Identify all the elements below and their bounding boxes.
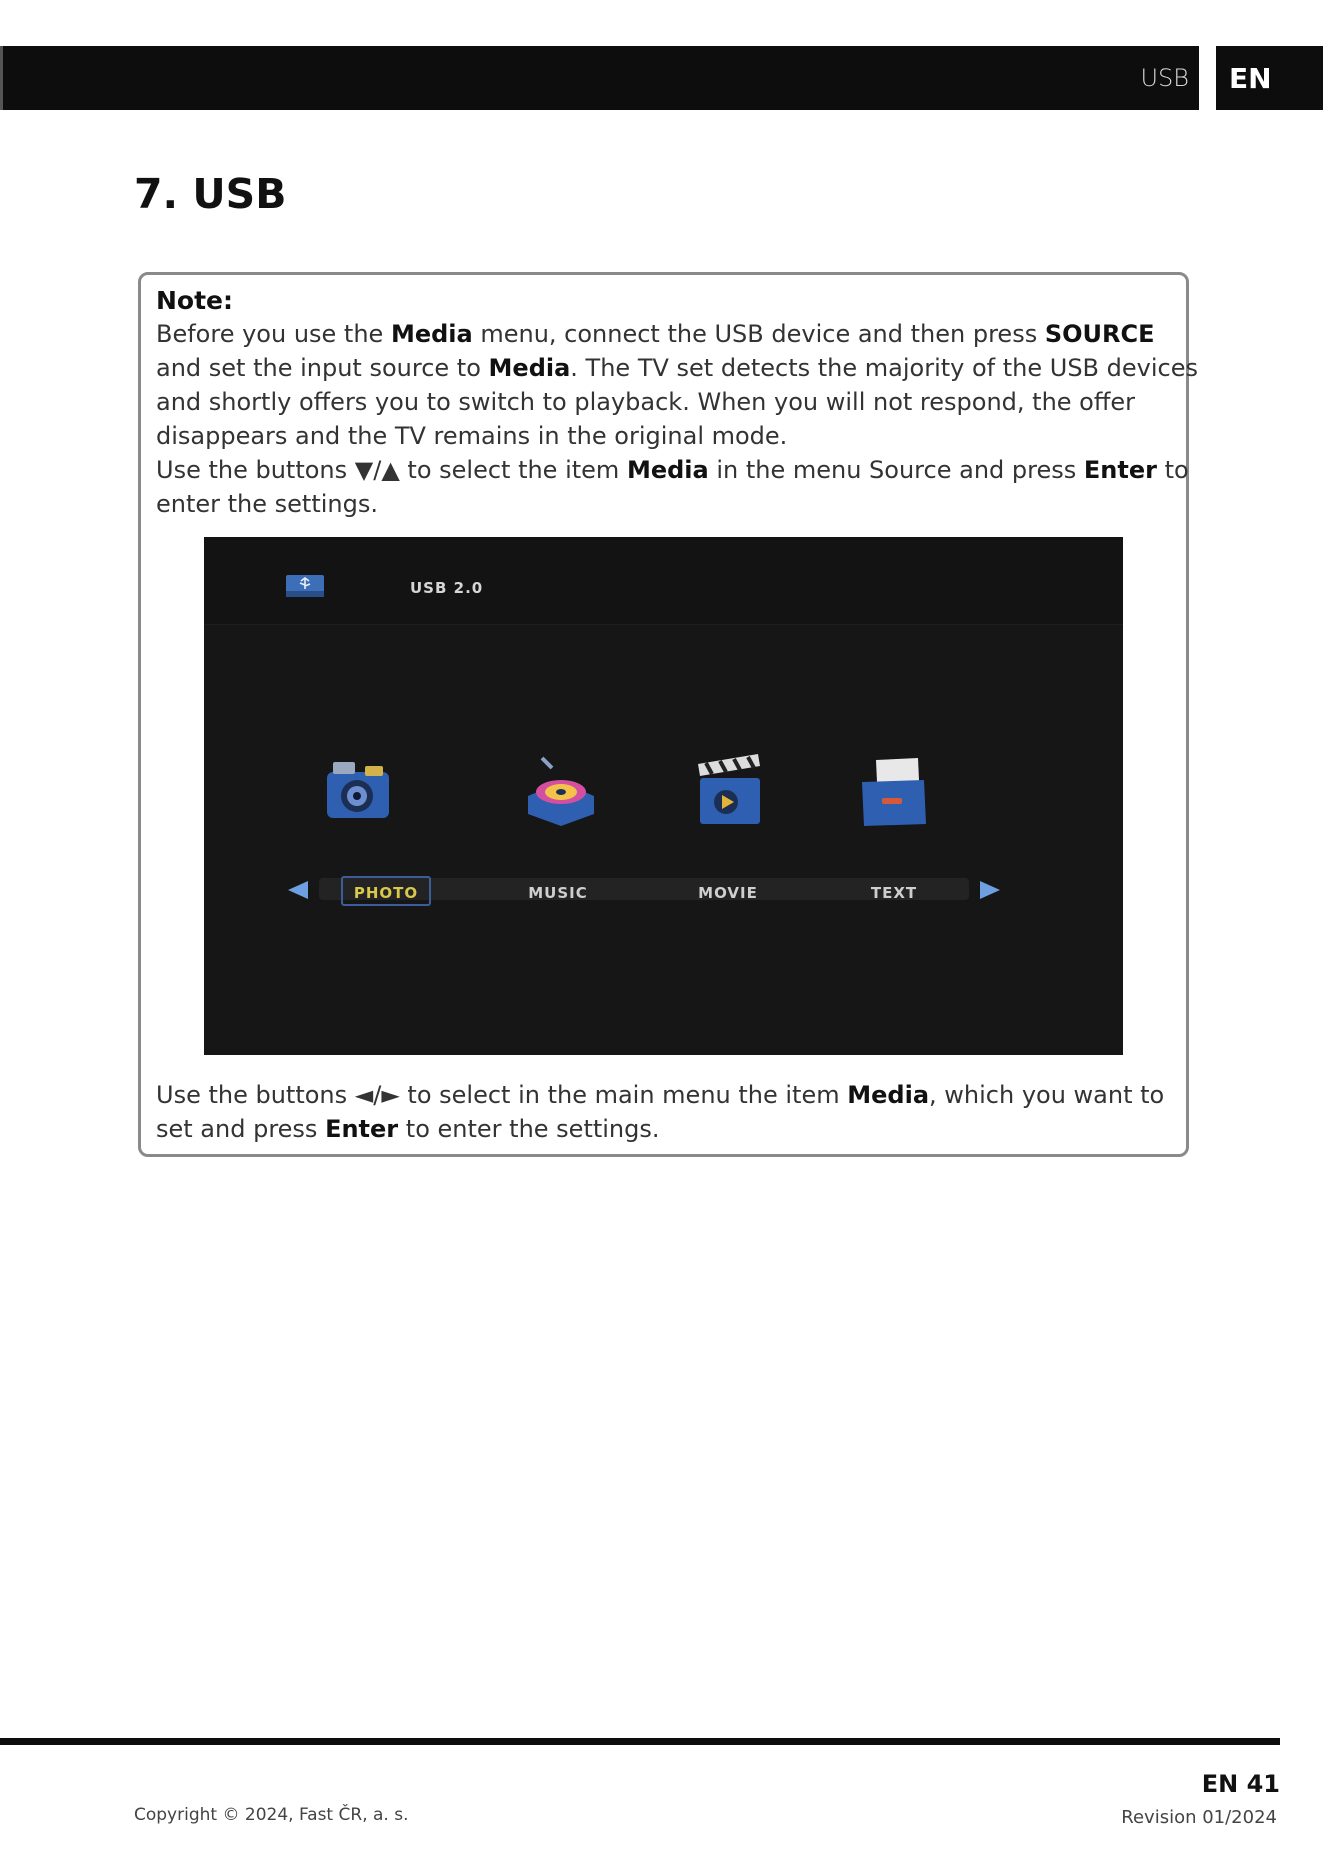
header-bar (0, 46, 1199, 110)
usb-drive-icon (284, 571, 326, 599)
movie-clapper-icon (692, 752, 770, 830)
menu-item-text[interactable]: TEXT (870, 884, 918, 902)
arrow-right-icon[interactable] (978, 879, 1004, 901)
section-title: USB (1140, 64, 1189, 92)
copyright: Copyright © 2024, Fast ČR, a. s. (134, 1805, 409, 1825)
music-disc-icon (522, 752, 600, 830)
text-folder-icon (856, 752, 934, 830)
tv-menu-title: USB 2.0 (410, 579, 484, 597)
footer-rule (0, 1738, 1280, 1745)
page-number: EN 41 (1201, 1770, 1280, 1798)
camera-icon (319, 752, 397, 830)
menu-item-movie[interactable]: MOVIE (698, 884, 758, 902)
page-title: 7. USB (134, 170, 287, 218)
tv-menu-header (204, 537, 1123, 625)
language-tab: EN (1216, 46, 1323, 110)
paragraph-1: Before you use the Media menu, connect the USB device and then press SOURCE and set the input source to Media. The TV set detects the majority of the USB devices and shortly offers you to switch to playback. When you will not respond, the offer disappears and the TV remains in the original mode. (156, 320, 1198, 450)
menu-item-photo[interactable]: PHOTO (353, 884, 419, 902)
tv-menu-screenshot (204, 537, 1123, 1055)
menu-item-music[interactable]: MUSIC (528, 884, 588, 902)
revision: Revision 01/2024 (1121, 1807, 1277, 1828)
paragraph-3: Use the buttons ◄/► to select in the main menu the item Media, which you want to set and press Enter to enter the settings. (156, 1081, 1165, 1143)
arrow-left-icon[interactable] (284, 879, 310, 901)
note-label: Note: (156, 286, 234, 315)
paragraph-2: Use the buttons ▼/▲ to select the item Media in the menu Source and press Enter to enter the settings. (156, 456, 1189, 518)
